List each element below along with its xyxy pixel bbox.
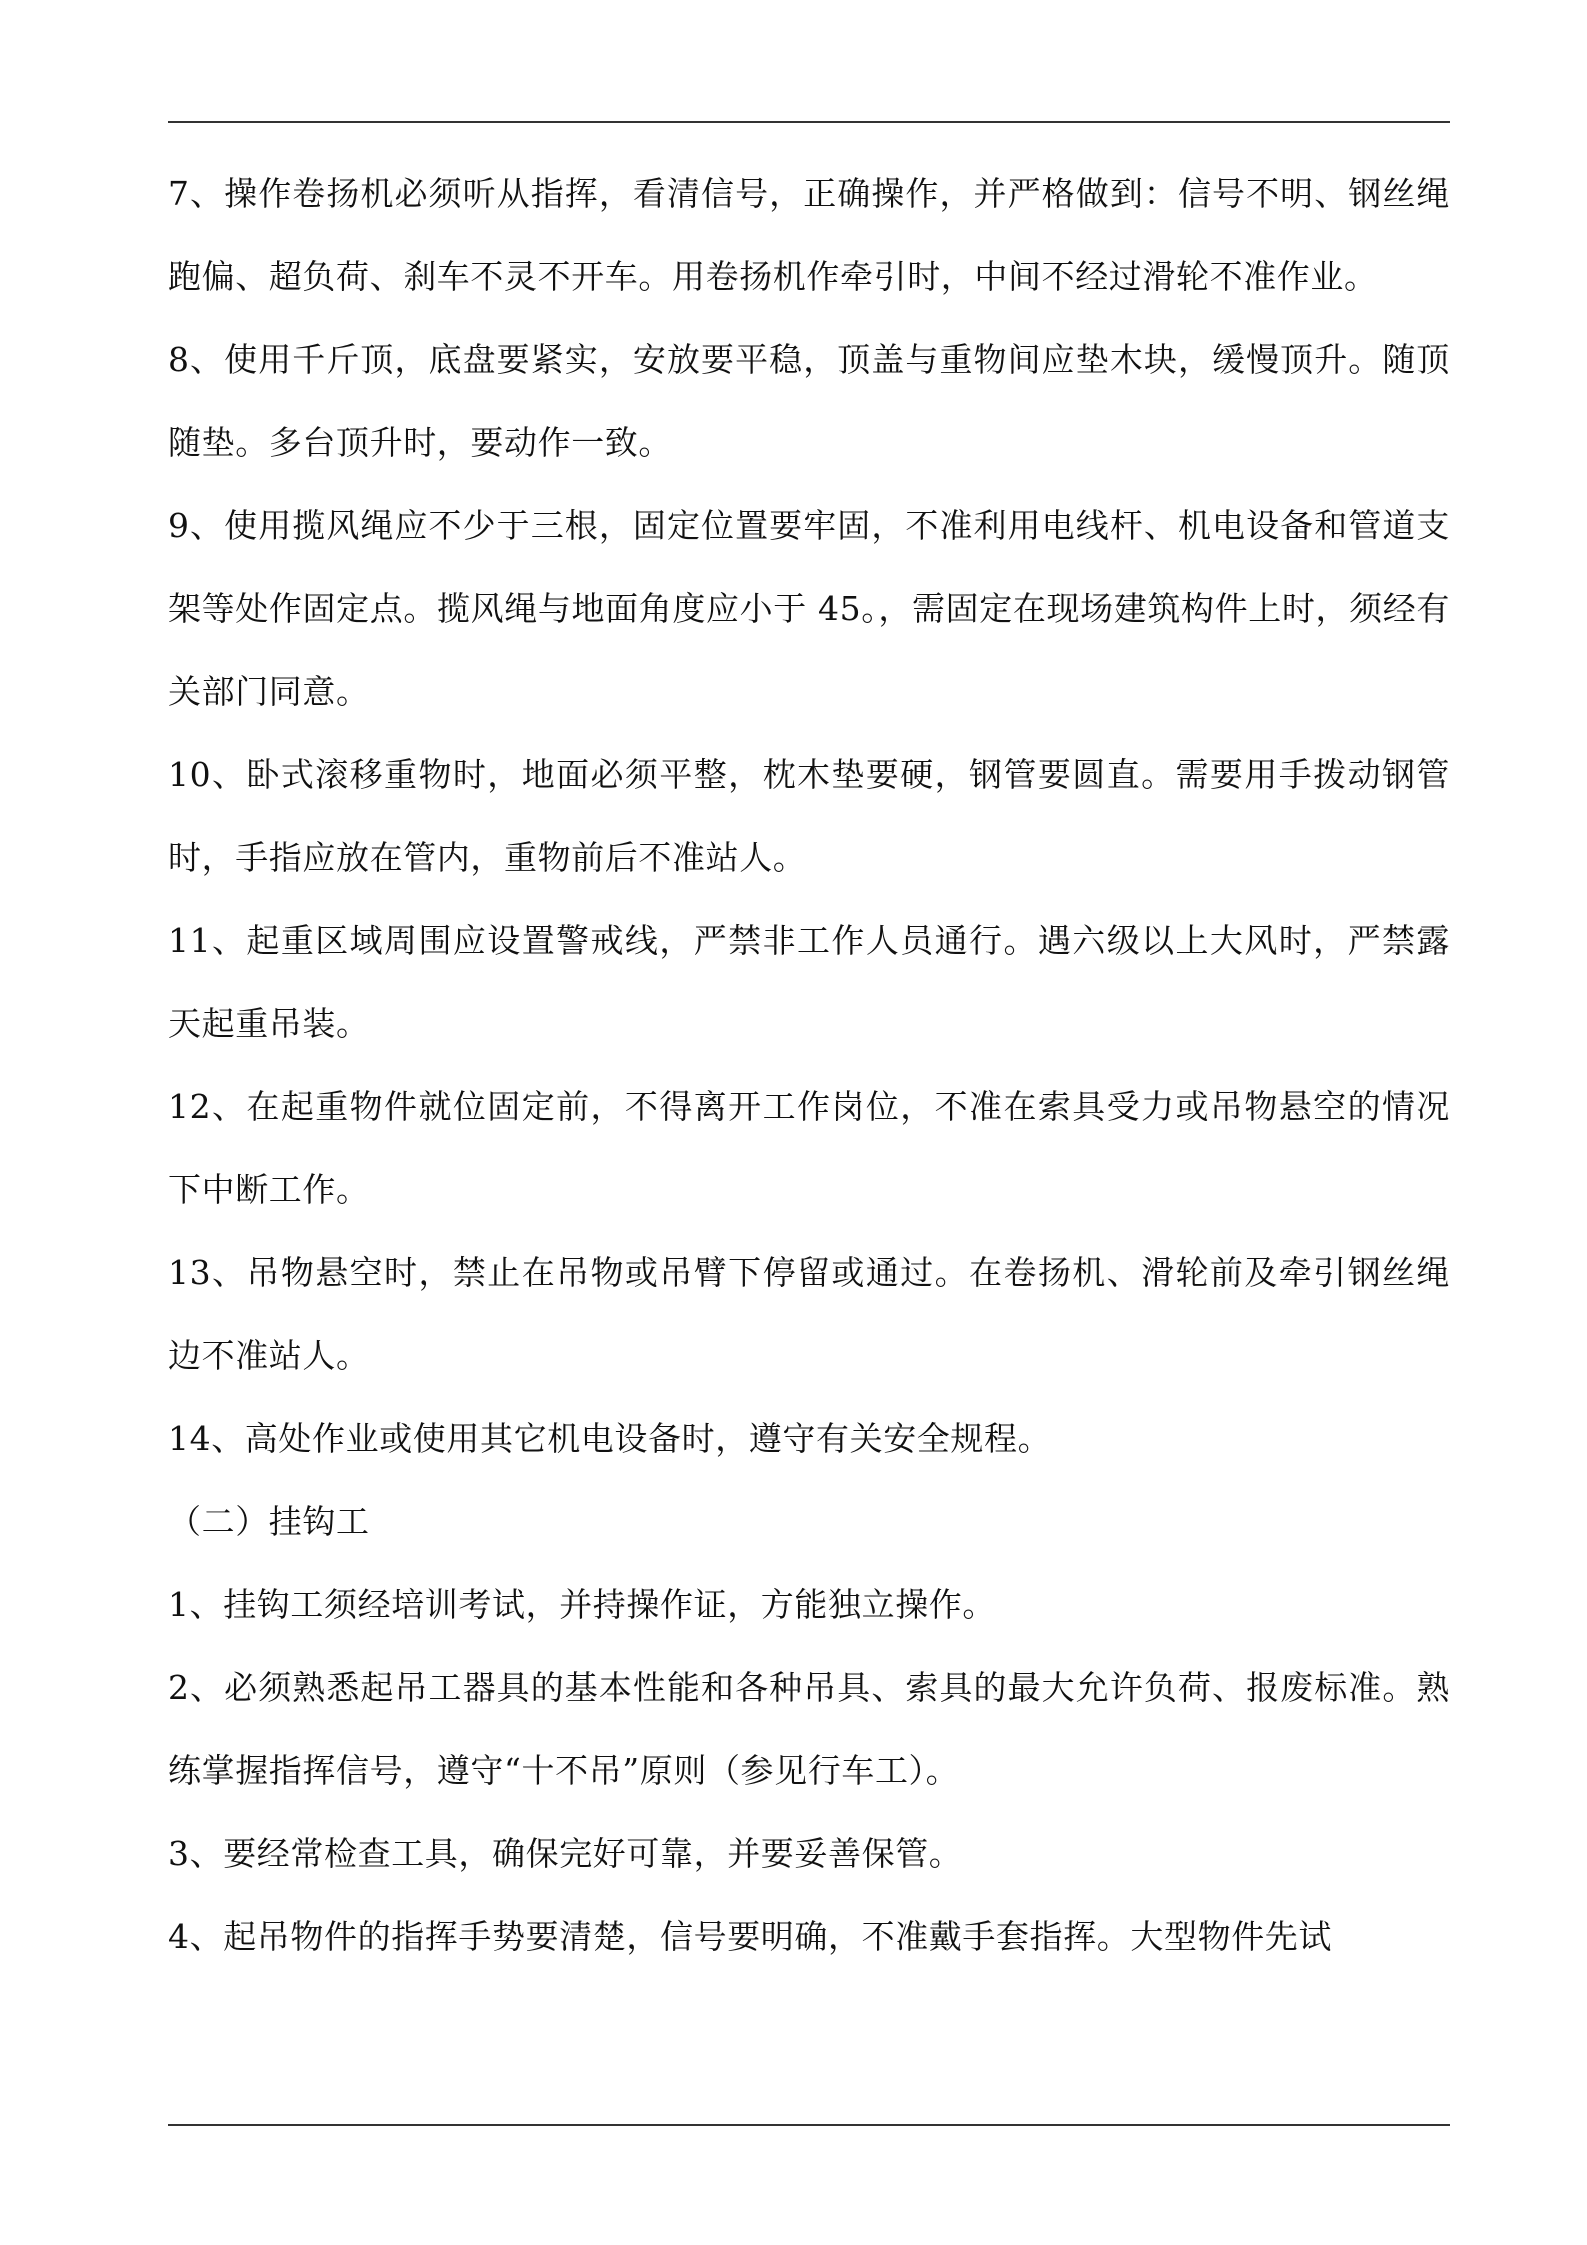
footer-rule	[168, 2124, 1450, 2126]
document-body	[168, 152, 1450, 1978]
paragraph-hook-1: 1、挂钩工须经培训考试，并持操作证，方能独立操作。	[168, 1585, 996, 1624]
paragraph-item-12: 12、在起重物件就位固定前，不得离开工作岗位，不准在索具受力或吊物悬空的情况下中断工作。	[168, 1087, 1450, 1209]
paragraph-item-10: 10、卧式滚移重物时，地面必须平整，枕木垫要硬，钢管要圆直。需要用手拨动钢管时，手指应放在管内，重物前后不准站人。	[168, 755, 1450, 877]
paragraph-item-8: 8、使用千斤顶，底盘要紧实，安放要平稳，顶盖与重物间应垫木块，缓慢顶升。随顶随垫。多台顶升时，要动作一致。	[168, 340, 1450, 462]
paragraph-item-11: 11、起重区域周围应设置警戒线，严禁非工作人员通行。遇六级以上大风时，严禁露天起重吊装。	[168, 921, 1450, 1043]
section-heading-hook-worker: （二）挂钩工	[168, 1502, 370, 1541]
paragraph-item-9: 9、使用揽风绳应不少于三根，固定位置要牢固，不准利用电线杆、机电设备和管道支架等处作固定点。揽风绳与地面角度应小于 45。，需固定在现场建筑构件上时，须经有关部门同意。	[168, 506, 1450, 711]
header-rule	[168, 121, 1450, 123]
paragraph-hook-2: 2、必须熟悉起吊工器具的基本性能和各种吊具、索具的最大允许负荷、报废标准。熟练掌握指挥信号，遵守“十不吊”原则（参见行车工）。	[168, 1668, 1450, 1790]
paragraph-item-14: 14、高处作业或使用其它机电设备时，遵守有关安全规程。	[168, 1419, 1052, 1458]
paragraph-hook-3: 3、要经常检查工具，确保完好可靠，并要妥善保管。	[168, 1834, 963, 1873]
paragraph-item-13: 13、吊物悬空时，禁止在吊物或吊臂下停留或通过。在卷扬机、滑轮前及牵引钢丝绳边不准站人。	[168, 1253, 1450, 1375]
paragraph-hook-4: 4、起吊物件的指挥手势要清楚，信号要明确，不准戴手套指挥。大型物件先试	[168, 1917, 1332, 1956]
paragraph-item-7: 7、操作卷扬机必须听从指挥，看清信号，正确操作，并严格做到：信号不明、钢丝绳跑偏、超负荷、刹车不灵不开车。用卷扬机作牵引时，中间不经过滑轮不准作业。	[168, 174, 1450, 296]
